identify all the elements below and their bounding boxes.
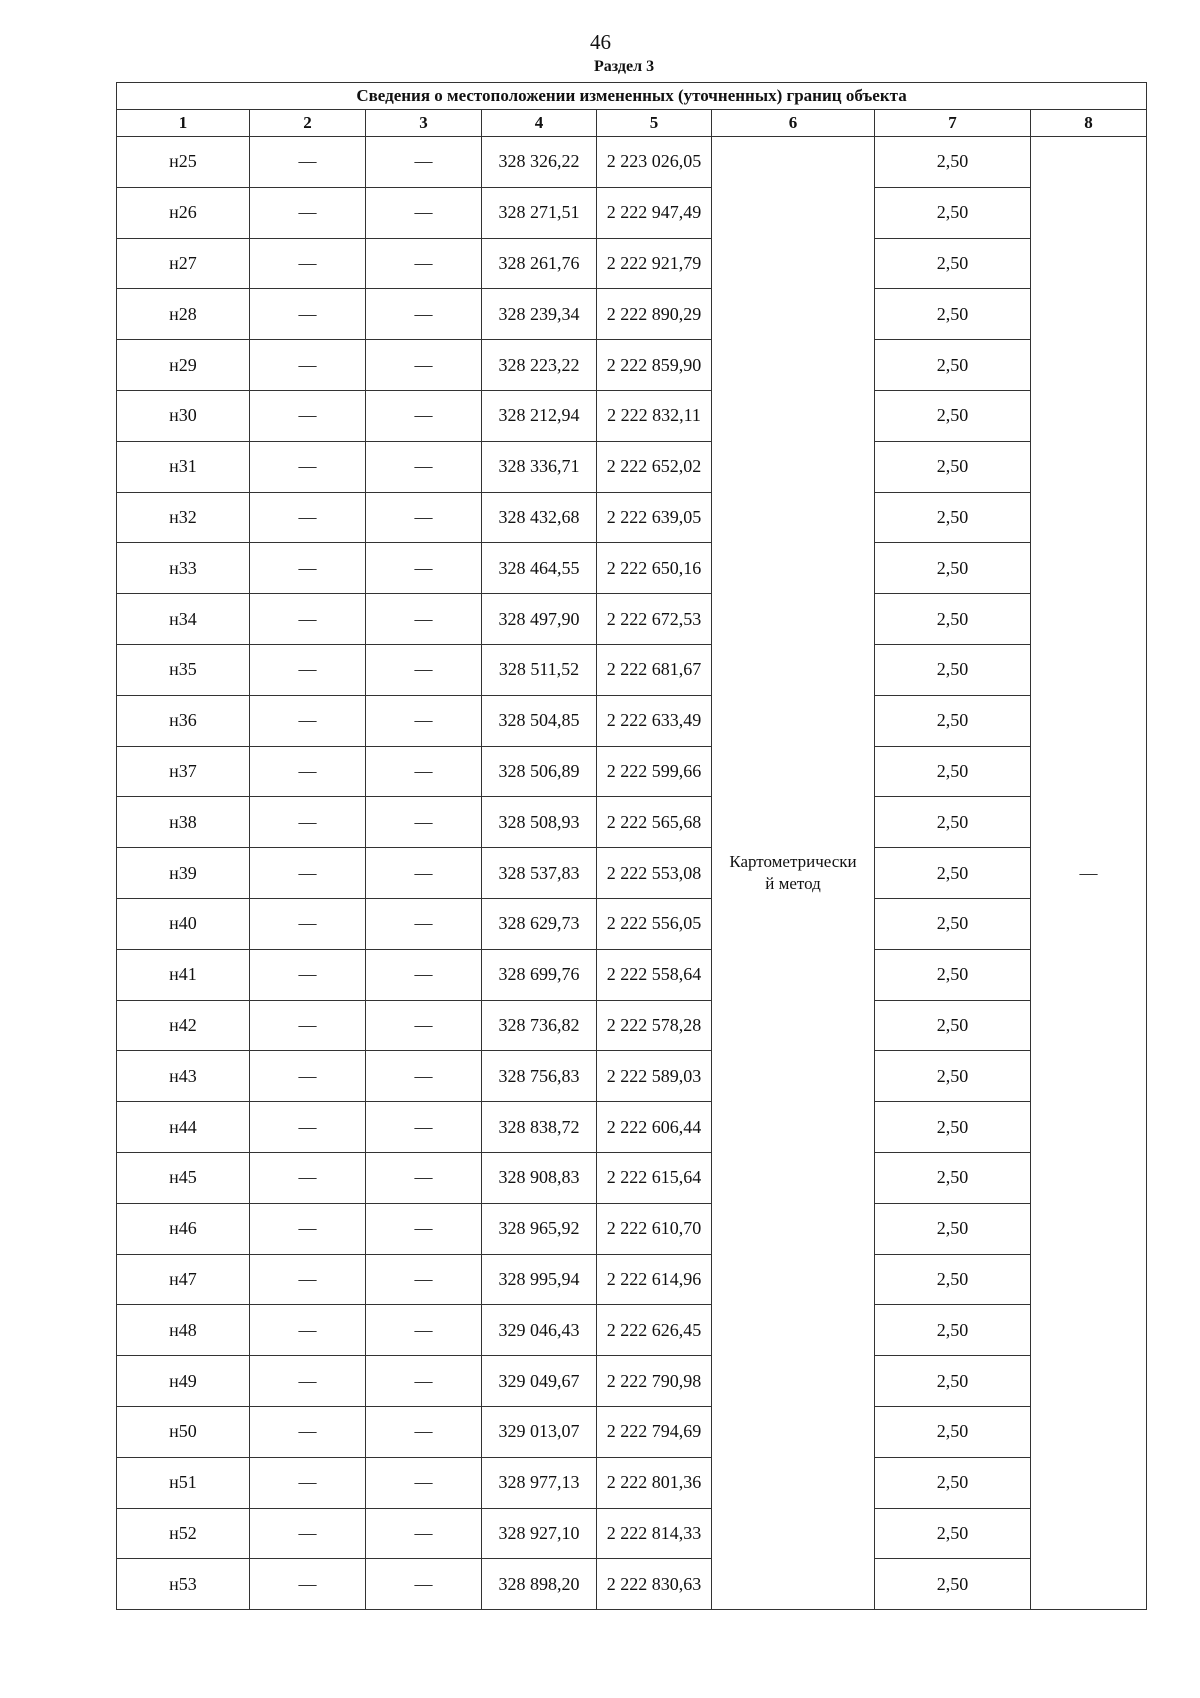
x-coordinate-cell: 328 511,52 — [482, 644, 597, 695]
column-3-cell: — — [366, 594, 482, 645]
accuracy-cell: 2,50 — [875, 1152, 1031, 1203]
column-2-cell: — — [250, 1559, 366, 1610]
y-coordinate-cell: 2 222 832,11 — [597, 390, 712, 441]
column-3-cell: — — [366, 1254, 482, 1305]
accuracy-cell: 2,50 — [875, 441, 1031, 492]
boundary-coordinates-table — [116, 82, 1147, 1610]
page-number: 46 — [590, 30, 611, 54]
y-coordinate-cell: 2 222 652,02 — [597, 441, 712, 492]
x-coordinate-cell: 329 049,67 — [482, 1356, 597, 1407]
point-name-cell: н32 — [117, 492, 250, 543]
accuracy-cell: 2,50 — [875, 1000, 1031, 1051]
column-2-cell: — — [250, 441, 366, 492]
point-name-cell: н41 — [117, 949, 250, 1000]
y-coordinate-cell: 2 222 947,49 — [597, 187, 712, 238]
point-name-cell: н30 — [117, 390, 250, 441]
table-row — [117, 797, 1147, 848]
x-coordinate-cell: 328 629,73 — [482, 898, 597, 949]
column-2-cell: — — [250, 594, 366, 645]
point-name-cell: н45 — [117, 1152, 250, 1203]
column-2-cell: — — [250, 390, 366, 441]
column-2-cell: — — [250, 238, 366, 289]
table-row — [117, 1051, 1147, 1102]
accuracy-cell: 2,50 — [875, 1356, 1031, 1407]
accuracy-cell: 2,50 — [875, 898, 1031, 949]
y-coordinate-cell: 2 222 615,64 — [597, 1152, 712, 1203]
x-coordinate-cell: 328 326,22 — [482, 137, 597, 188]
column-2-cell: — — [250, 1000, 366, 1051]
y-coordinate-cell: 2 222 830,63 — [597, 1559, 712, 1610]
table-row — [117, 644, 1147, 695]
table-row — [117, 1406, 1147, 1457]
column-3-cell: — — [366, 644, 482, 695]
point-name-cell: н36 — [117, 695, 250, 746]
table-row — [117, 695, 1147, 746]
x-coordinate-cell: 329 046,43 — [482, 1305, 597, 1356]
accuracy-cell: 2,50 — [875, 594, 1031, 645]
table-row — [117, 1559, 1147, 1610]
column-2-cell: — — [250, 644, 366, 695]
point-name-cell: н53 — [117, 1559, 250, 1610]
column-header-5: 5 — [597, 110, 712, 137]
column-3-cell: — — [366, 1406, 482, 1457]
y-coordinate-cell: 2 222 633,49 — [597, 695, 712, 746]
column-3-cell: — — [366, 1152, 482, 1203]
column-2-cell: — — [250, 1356, 366, 1407]
table-row — [117, 1000, 1147, 1051]
column-3-cell: — — [366, 441, 482, 492]
y-coordinate-cell: 2 222 801,36 — [597, 1457, 712, 1508]
table-row — [117, 543, 1147, 594]
x-coordinate-cell: 328 504,85 — [482, 695, 597, 746]
y-coordinate-cell: 2 222 790,98 — [597, 1356, 712, 1407]
table-row — [117, 492, 1147, 543]
accuracy-cell: 2,50 — [875, 1051, 1031, 1102]
column-3-cell: — — [366, 1051, 482, 1102]
y-coordinate-cell: 2 222 565,68 — [597, 797, 712, 848]
y-coordinate-cell: 2 222 606,44 — [597, 1102, 712, 1153]
column-2-cell: — — [250, 492, 366, 543]
x-coordinate-cell: 328 838,72 — [482, 1102, 597, 1153]
point-name-cell: н31 — [117, 441, 250, 492]
point-name-cell: н25 — [117, 137, 250, 188]
accuracy-cell: 2,50 — [875, 949, 1031, 1000]
point-name-cell: н44 — [117, 1102, 250, 1153]
determination-method-cell — [712, 137, 875, 1610]
table-row — [117, 1203, 1147, 1254]
column-header-6: 6 — [712, 110, 875, 137]
column-2-cell: — — [250, 187, 366, 238]
x-coordinate-cell: 328 965,92 — [482, 1203, 597, 1254]
x-coordinate-cell: 328 508,93 — [482, 797, 597, 848]
accuracy-cell: 2,50 — [875, 746, 1031, 797]
table-row — [117, 1457, 1147, 1508]
y-coordinate-cell: 2 222 890,29 — [597, 289, 712, 340]
table-row — [117, 289, 1147, 340]
column-3-cell: — — [366, 695, 482, 746]
column-3-cell: — — [366, 340, 482, 391]
point-name-cell: н33 — [117, 543, 250, 594]
accuracy-cell: 2,50 — [875, 1102, 1031, 1153]
x-coordinate-cell: 328 977,13 — [482, 1457, 597, 1508]
point-name-cell: н28 — [117, 289, 250, 340]
column-2-cell: — — [250, 848, 366, 899]
x-coordinate-cell: 328 497,90 — [482, 594, 597, 645]
y-coordinate-cell: 2 222 614,96 — [597, 1254, 712, 1305]
x-coordinate-cell: 328 699,76 — [482, 949, 597, 1000]
column-3-cell: — — [366, 1559, 482, 1610]
column-2-cell: — — [250, 1203, 366, 1254]
column-2-cell: — — [250, 1457, 366, 1508]
column-3-cell: — — [366, 289, 482, 340]
column-2-cell: — — [250, 949, 366, 1000]
column-3-cell: — — [366, 137, 482, 188]
column-2-cell: — — [250, 746, 366, 797]
point-name-cell: н26 — [117, 187, 250, 238]
section-title: Раздел 3 — [594, 58, 655, 75]
x-coordinate-cell: 328 261,76 — [482, 238, 597, 289]
table-row — [117, 238, 1147, 289]
column-2-cell: — — [250, 137, 366, 188]
column-3-cell: — — [366, 1508, 482, 1559]
x-coordinate-cell: 329 013,07 — [482, 1406, 597, 1457]
column-2-cell: — — [250, 289, 366, 340]
table-row — [117, 137, 1147, 188]
column-2-cell: — — [250, 1305, 366, 1356]
y-coordinate-cell: 2 222 672,53 — [597, 594, 712, 645]
point-name-cell: н46 — [117, 1203, 250, 1254]
column-2-cell: — — [250, 1508, 366, 1559]
method-line-2: й метод — [765, 874, 821, 894]
accuracy-cell: 2,50 — [875, 644, 1031, 695]
point-name-cell: н50 — [117, 1406, 250, 1457]
column-3-cell: — — [366, 492, 482, 543]
column-3-cell: — — [366, 949, 482, 1000]
y-coordinate-cell: 2 222 589,03 — [597, 1051, 712, 1102]
column-header-1: 1 — [117, 110, 250, 137]
point-name-cell: н51 — [117, 1457, 250, 1508]
column-3-cell: — — [366, 1356, 482, 1407]
column-header-8: 8 — [1031, 110, 1147, 137]
accuracy-cell: 2,50 — [875, 1508, 1031, 1559]
column-2-cell: — — [250, 340, 366, 391]
column-3-cell: — — [366, 187, 482, 238]
column-2-cell: — — [250, 1406, 366, 1457]
point-name-cell: н40 — [117, 898, 250, 949]
column-3-cell: — — [366, 898, 482, 949]
accuracy-cell: 2,50 — [875, 797, 1031, 848]
table-row — [117, 1356, 1147, 1407]
column-2-cell: — — [250, 1102, 366, 1153]
accuracy-cell: 2,50 — [875, 289, 1031, 340]
column-2-cell: — — [250, 1254, 366, 1305]
point-name-cell: н34 — [117, 594, 250, 645]
accuracy-cell: 2,50 — [875, 848, 1031, 899]
column-2-cell: — — [250, 797, 366, 848]
table-row — [117, 848, 1147, 899]
column-8-cell: — — [1031, 137, 1147, 1610]
table-row — [117, 187, 1147, 238]
column-3-cell: — — [366, 1203, 482, 1254]
column-3-cell: — — [366, 238, 482, 289]
accuracy-cell: 2,50 — [875, 187, 1031, 238]
column-2-cell: — — [250, 695, 366, 746]
table-row — [117, 1508, 1147, 1559]
x-coordinate-cell: 328 271,51 — [482, 187, 597, 238]
point-name-cell: н47 — [117, 1254, 250, 1305]
column-3-cell: — — [366, 1102, 482, 1153]
accuracy-cell: 2,50 — [875, 543, 1031, 594]
point-name-cell: н29 — [117, 340, 250, 391]
y-coordinate-cell: 2 222 626,45 — [597, 1305, 712, 1356]
table-row — [117, 898, 1147, 949]
column-header-4: 4 — [482, 110, 597, 137]
y-coordinate-cell: 2 222 650,16 — [597, 543, 712, 594]
column-3-cell: — — [366, 797, 482, 848]
column-3-cell: — — [366, 746, 482, 797]
table-row — [117, 390, 1147, 441]
table-row — [117, 340, 1147, 391]
y-coordinate-cell: 2 222 639,05 — [597, 492, 712, 543]
column-header-2: 2 — [250, 110, 366, 137]
accuracy-cell: 2,50 — [875, 695, 1031, 746]
x-coordinate-cell: 328 756,83 — [482, 1051, 597, 1102]
table-title: Сведения о местоположении измененных (уточненных) границ объекта — [117, 83, 1147, 110]
x-coordinate-cell: 328 908,83 — [482, 1152, 597, 1203]
y-coordinate-cell: 2 222 794,69 — [597, 1406, 712, 1457]
x-coordinate-cell: 328 506,89 — [482, 746, 597, 797]
x-coordinate-cell: 328 995,94 — [482, 1254, 597, 1305]
point-name-cell: н27 — [117, 238, 250, 289]
accuracy-cell: 2,50 — [875, 492, 1031, 543]
y-coordinate-cell: 2 223 026,05 — [597, 137, 712, 188]
accuracy-cell: 2,50 — [875, 1254, 1031, 1305]
accuracy-cell: 2,50 — [875, 137, 1031, 188]
accuracy-cell: 2,50 — [875, 1203, 1031, 1254]
point-name-cell: н35 — [117, 644, 250, 695]
point-name-cell: н43 — [117, 1051, 250, 1102]
column-2-cell: — — [250, 1152, 366, 1203]
column-header-3: 3 — [366, 110, 482, 137]
column-3-cell: — — [366, 543, 482, 594]
y-coordinate-cell: 2 222 859,90 — [597, 340, 712, 391]
table-body — [117, 137, 1147, 1610]
point-name-cell: н49 — [117, 1356, 250, 1407]
x-coordinate-cell: 328 239,34 — [482, 289, 597, 340]
y-coordinate-cell: 2 222 556,05 — [597, 898, 712, 949]
y-coordinate-cell: 2 222 681,67 — [597, 644, 712, 695]
point-name-cell: н42 — [117, 1000, 250, 1051]
table-row — [117, 1305, 1147, 1356]
y-coordinate-cell: 2 222 558,64 — [597, 949, 712, 1000]
point-name-cell: н37 — [117, 746, 250, 797]
accuracy-cell: 2,50 — [875, 390, 1031, 441]
accuracy-cell: 2,50 — [875, 1305, 1031, 1356]
table-row — [117, 1152, 1147, 1203]
column-3-cell: — — [366, 1305, 482, 1356]
y-coordinate-cell: 2 222 578,28 — [597, 1000, 712, 1051]
column-3-cell: — — [366, 1457, 482, 1508]
x-coordinate-cell: 328 212,94 — [482, 390, 597, 441]
table-row — [117, 1254, 1147, 1305]
column-3-cell: — — [366, 848, 482, 899]
x-coordinate-cell: 328 432,68 — [482, 492, 597, 543]
y-coordinate-cell: 2 222 921,79 — [597, 238, 712, 289]
y-coordinate-cell: 2 222 814,33 — [597, 1508, 712, 1559]
x-coordinate-cell: 328 336,71 — [482, 441, 597, 492]
accuracy-cell: 2,50 — [875, 1457, 1031, 1508]
accuracy-cell: 2,50 — [875, 340, 1031, 391]
column-2-cell: — — [250, 543, 366, 594]
point-name-cell: н38 — [117, 797, 250, 848]
table-row — [117, 441, 1147, 492]
x-coordinate-cell: 328 898,20 — [482, 1559, 597, 1610]
point-name-cell: н48 — [117, 1305, 250, 1356]
y-coordinate-cell: 2 222 553,08 — [597, 848, 712, 899]
column-2-cell: — — [250, 1051, 366, 1102]
column-header-7: 7 — [875, 110, 1031, 137]
column-3-cell: — — [366, 390, 482, 441]
method-line-1: Картометрически — [729, 852, 857, 872]
column-2-cell: — — [250, 898, 366, 949]
point-name-cell: н39 — [117, 848, 250, 899]
table-row — [117, 594, 1147, 645]
table-row — [117, 746, 1147, 797]
x-coordinate-cell: 328 223,22 — [482, 340, 597, 391]
column-3-cell: — — [366, 1000, 482, 1051]
y-coordinate-cell: 2 222 610,70 — [597, 1203, 712, 1254]
accuracy-cell: 2,50 — [875, 1406, 1031, 1457]
x-coordinate-cell: 328 537,83 — [482, 848, 597, 899]
accuracy-cell: 2,50 — [875, 238, 1031, 289]
table-row — [117, 949, 1147, 1000]
y-coordinate-cell: 2 222 599,66 — [597, 746, 712, 797]
x-coordinate-cell: 328 927,10 — [482, 1508, 597, 1559]
table-row — [117, 1102, 1147, 1153]
accuracy-cell: 2,50 — [875, 1559, 1031, 1610]
x-coordinate-cell: 328 464,55 — [482, 543, 597, 594]
column-number-row — [117, 110, 1147, 137]
point-name-cell: н52 — [117, 1508, 250, 1559]
x-coordinate-cell: 328 736,82 — [482, 1000, 597, 1051]
